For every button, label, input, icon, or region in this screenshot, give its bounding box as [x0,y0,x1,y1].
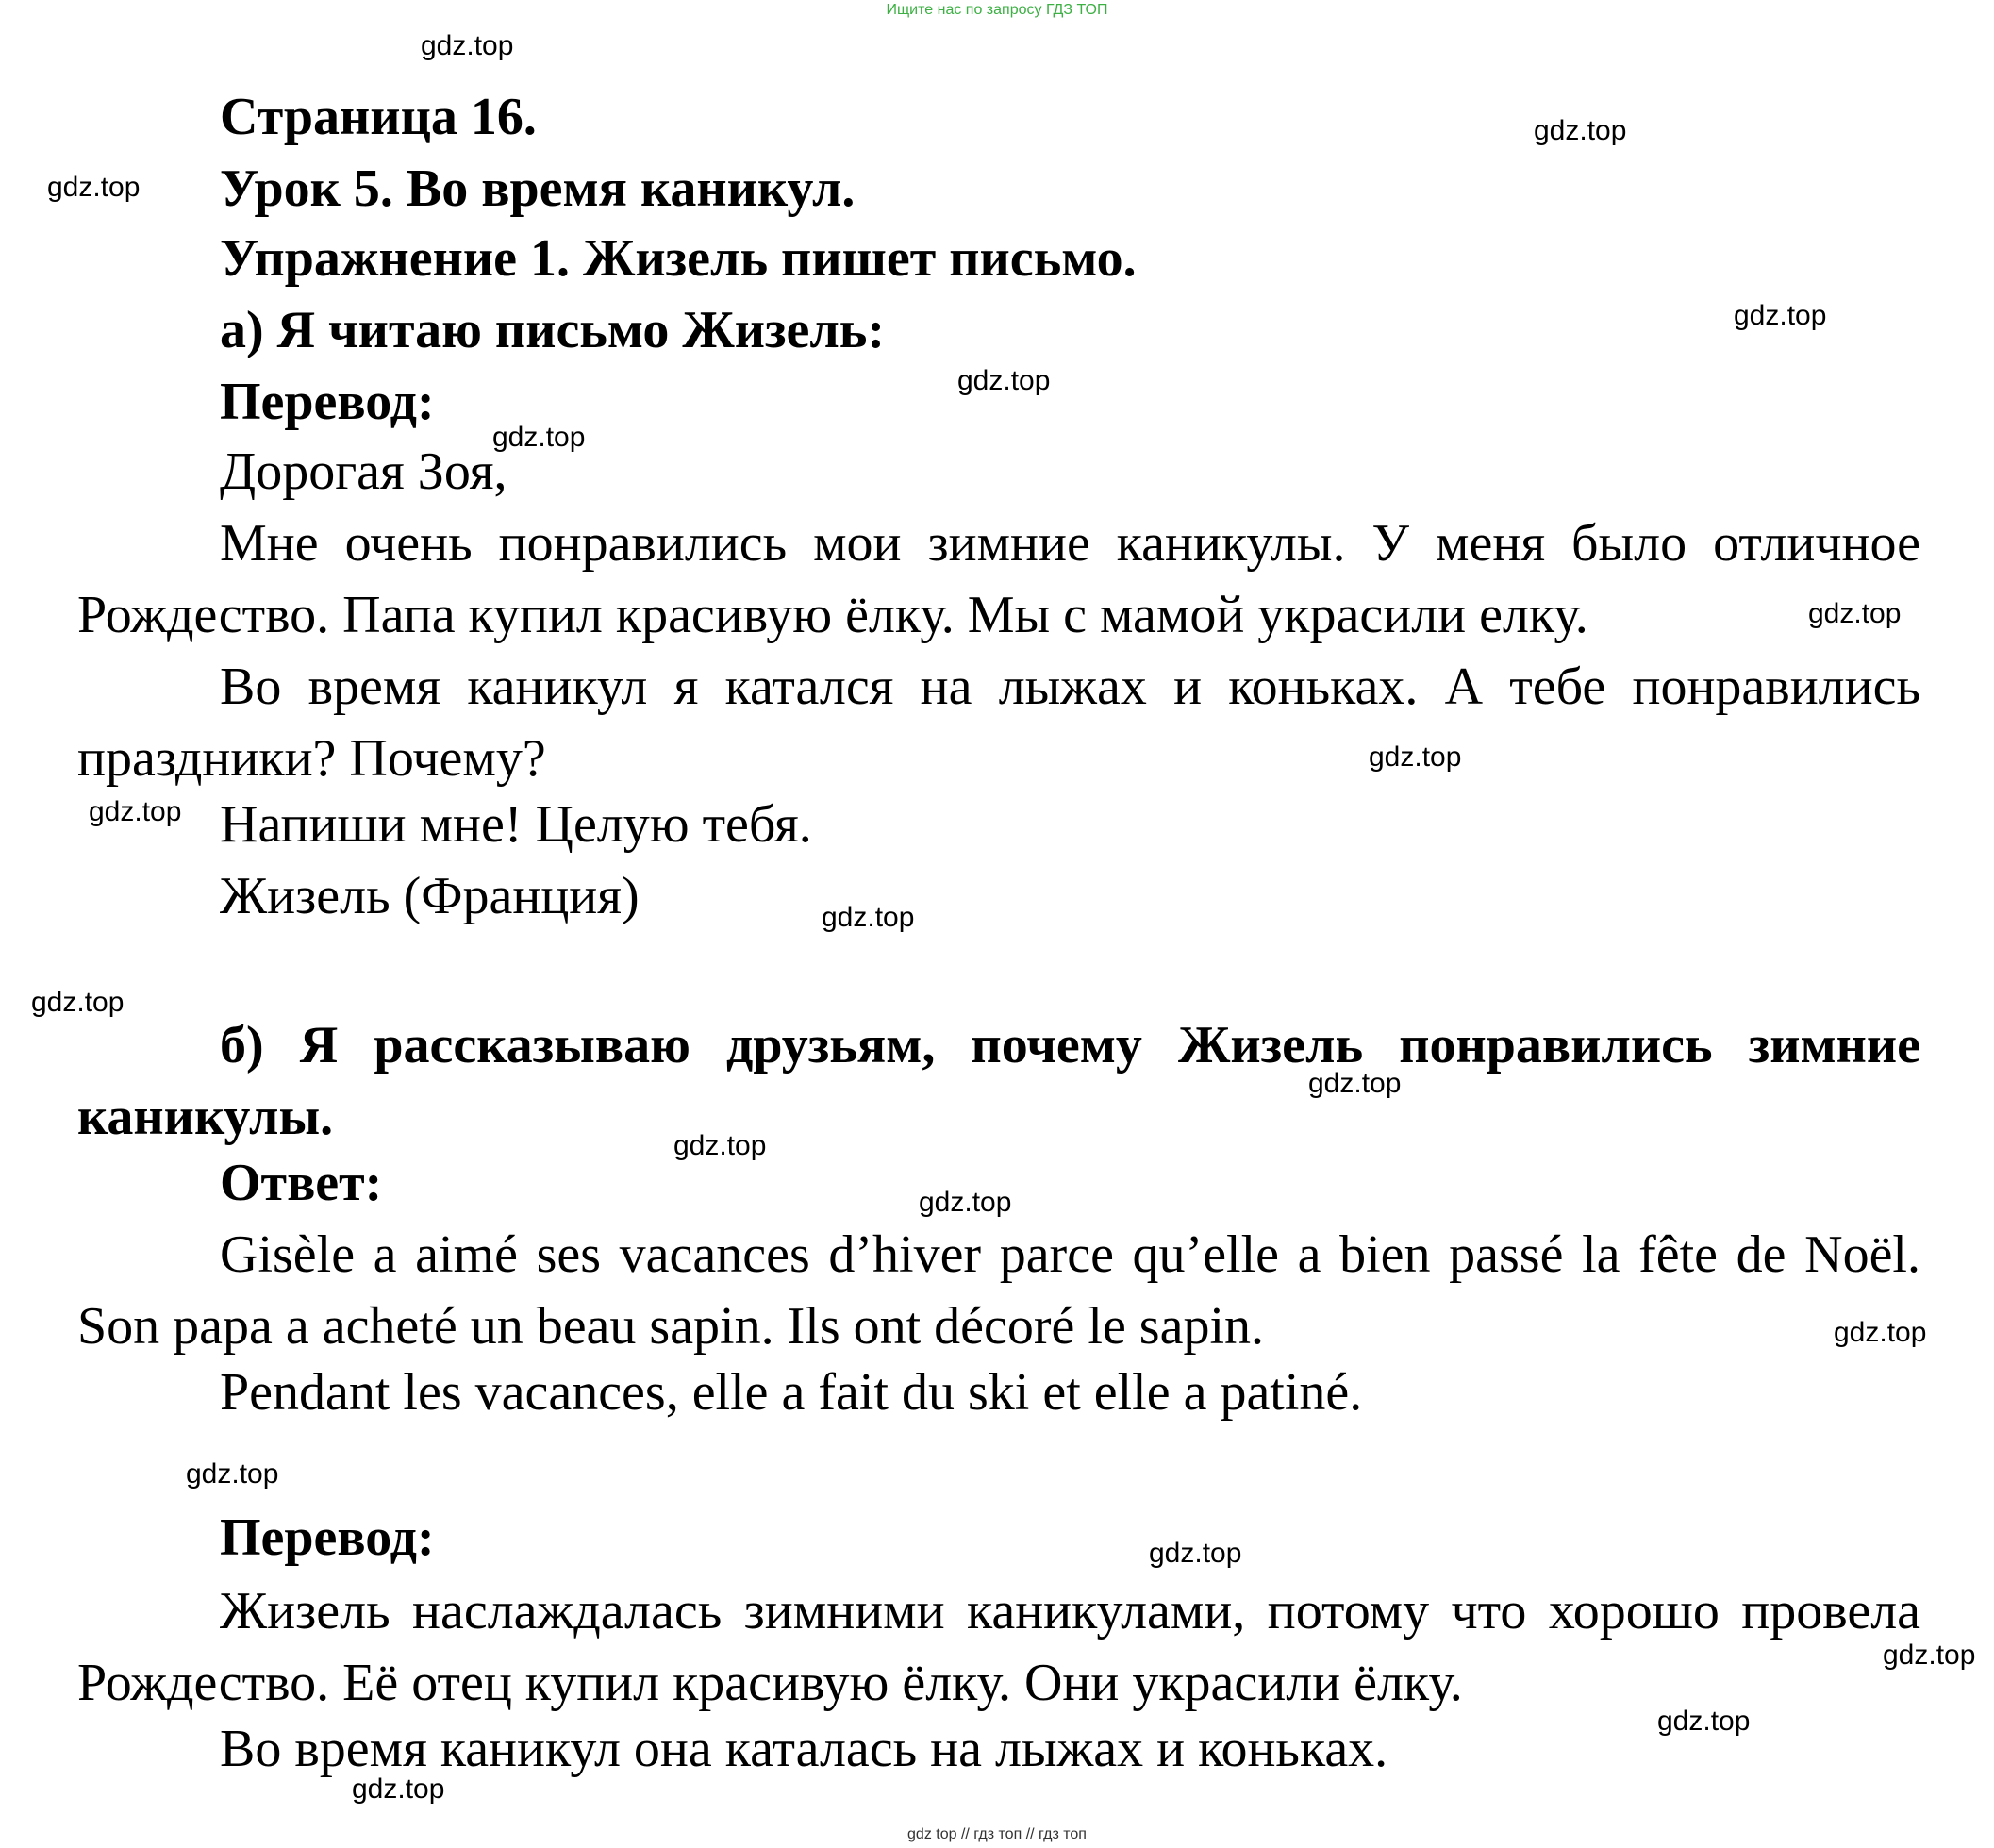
watermark: gdz.top [89,796,182,827]
watermark: gdz.top [1149,1538,1242,1569]
translation-paragraph-2: Во время каникул она каталась на лыжах и коньках. [220,1720,1388,1778]
exercise-title: Упражнение 1. Жизель пишет письмо. [220,229,1137,288]
watermark: gdz.top [1808,598,1902,629]
watermark: gdz.top [47,172,141,203]
watermark: gdz.top [1369,741,1462,773]
watermark: gdz.top [492,422,586,453]
letter-paragraph-1: Мне очень понравились мои зимние каникулы. У меня было отличное Рождество. Папа купил красивую ёлку. Мы с мамой украсили елку. [77,514,1920,644]
watermark: gdz.top [1308,1068,1402,1099]
watermark: gdz.top [1834,1317,1927,1348]
page-title: Страница 16. [220,88,537,146]
lesson-title: Урок 5. Во время каникул. [220,159,856,218]
watermark: gdz.top [1657,1706,1751,1737]
letter-signature: Жизель (Франция) [220,867,640,925]
answer-label: Ответ: [220,1154,383,1212]
watermark: gdz.top [1534,115,1627,146]
watermark: gdz.top [1734,300,1827,331]
watermark: gdz.top [421,30,514,61]
watermark: gdz.top [673,1130,767,1161]
answer-paragraph-1: Gisèle a aimé ses vacances d’hiver parce qu’elle a bien passé la fête de Noël. Son papa a acheté un beau sapin. Ils ont décoré le sapin. [77,1225,1920,1356]
watermark: gdz.top [822,902,915,933]
part-a-title: а) Я читаю письмо Жизель: [220,301,886,359]
footer: gdz top // гдз топ // гдз топ [907,1826,1087,1842]
top-banner: Ищите нас по запросу ГДЗ ТОП [886,2,1108,18]
letter-closing: Напиши мне! Целую тебя. [220,795,812,854]
letter-paragraph-2: Во время каникул я катался на лыжах и коньках. А тебе понравились праздники? Почему? [77,658,1920,788]
answer-paragraph-2: Pendant les vacances, elle a fait du ski et elle a patiné. [220,1363,1363,1422]
part-a-translation-label: Перевод: [220,373,435,431]
watermark: gdz.top [1883,1640,1976,1671]
letter-greeting: Дорогая Зоя, [220,442,507,501]
part-b-translation-label: Перевод: [220,1508,435,1567]
watermark: gdz.top [186,1458,279,1490]
translation-paragraph-1: Жизель наслаждалась зимними каникулами, потому что хорошо провела Рождество. Её отец купил красивую ёлку. Они украсили ёлку. [77,1582,1920,1712]
watermark: gdz.top [919,1187,1012,1218]
part-b-title: б) Я рассказываю друзьям, почему Жизель понравились зимние каникулы. [77,1016,1920,1146]
watermark: gdz.top [957,365,1051,396]
watermark: gdz.top [352,1773,445,1805]
watermark: gdz.top [31,987,125,1018]
